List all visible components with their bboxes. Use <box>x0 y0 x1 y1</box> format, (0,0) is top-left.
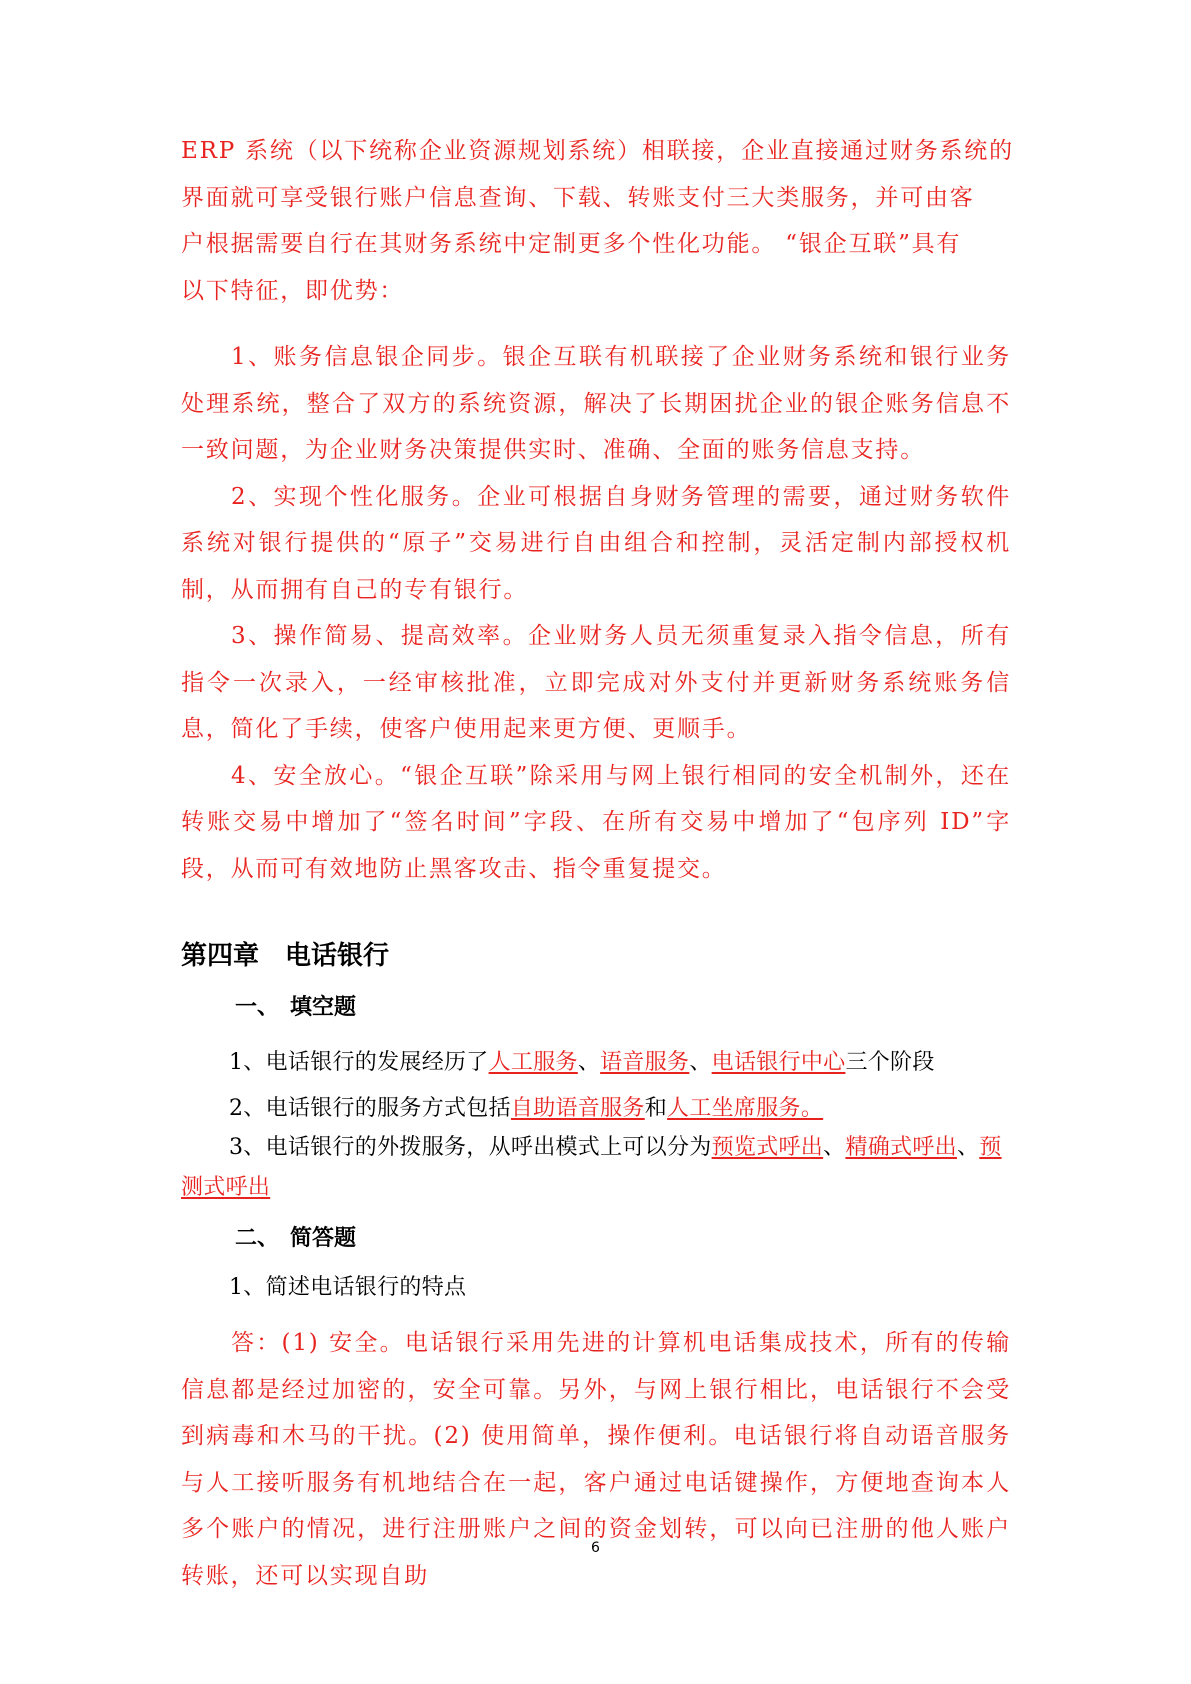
separator: 、 <box>823 1135 846 1160</box>
feature-item: 3、操作简易、提高效率。企业财务人员无须重复录入指令信息，所有指令一次录入，一经审核批准，立即完成对外支付并更新财务系统账务信息，简化了手续，使客户使用起来更方便、更顺手。 <box>181 623 1011 742</box>
answer-block <box>181 1320 1011 1599</box>
short-question-text: 1、简述电话银行的特点 <box>229 1275 467 1300</box>
answer-text: 答：(1) 安全。电话银行采用先进的计算机电话集成技术，所有的传输信息都是经过加密的，安全可靠。另外，与网上银行相比，电话银行不会受到病毒和木马的干扰。(2) 使用简单，操作便利。电话银行将自动语音服务与人工接听服务有机地结合在一起，客户通过电话键操作，方便地查询本人多个账户的情况，进行注册账户之间的资金划转，可以向已注册的他人账户转账，还可以实现自助 <box>181 1330 1011 1589</box>
section-heading <box>235 1221 1065 1252</box>
answer-blank: 电话银行中心 <box>711 1050 846 1075</box>
question-text: 1、电话银行的发展经历了 <box>229 1050 489 1075</box>
intro-line: ERP 系统（以下统称企业资源规划系统）相联接，企业直接通过财务系统的 <box>181 138 1014 164</box>
answer-blank: 预览式呼出 <box>711 1135 824 1160</box>
short-question <box>229 1268 1059 1308</box>
answer-blank: 语音服务 <box>600 1050 690 1075</box>
intro-paragraph <box>181 128 1014 314</box>
section-title: 一、 填空题 <box>235 995 357 1020</box>
question-text: 三个阶段 <box>845 1050 935 1075</box>
feature-list <box>181 334 1011 892</box>
fill-question-line <box>229 1043 1019 1083</box>
intro-line: 户根据需要自行在其财务系统中定制更多个性化功能。 “银企互联”具有 <box>181 231 962 257</box>
intro-line: 界面就可享受银行账户信息查询、下载、转账支付三大类服务，并可由客 <box>181 184 975 211</box>
answer-blank: 精确式呼出 <box>845 1135 957 1160</box>
feature-item: 1、账务信息银企同步。银企互联有机联接了企业财务系统和银行业务处理系统，整合了双方的系统资源，解决了长期困扰企业的银企账务信息不一致问题，为企业财务决策提供实时、准确、全面的账务信息支持。 <box>181 344 1011 463</box>
intro-line: 以下特征，即优势： <box>181 277 405 304</box>
feature-item: 4、安全放心。“银企互联”除采用与网上银行相同的安全机制外，还在转账交易中增加了“签名时间”字段、在所有交易中增加了“包序列 ID”字段，从而可有效地防止黑客攻击、指令重复提交。 <box>181 762 1011 882</box>
separator: 、 <box>689 1050 712 1075</box>
separator: 、 <box>956 1135 980 1160</box>
answer-blank: 人工坐席服务。 <box>667 1096 824 1121</box>
fill-question <box>229 1089 1019 1129</box>
chapter-heading <box>181 935 1011 972</box>
answer-blank: 预测式呼出 <box>181 1135 1002 1200</box>
question-text: 3、电话银行的外拨服务，从呼出模式上可以分为 <box>229 1135 712 1160</box>
section-heading <box>235 990 1065 1021</box>
chapter-title: 第四章 电话银行 <box>181 941 390 971</box>
answer-blank: 自助语音服务 <box>510 1096 645 1121</box>
fill-question <box>181 1128 1011 1208</box>
feature-item: 2、实现个性化服务。企业可根据自身财务管理的需要，通过财务软件系统对银行提供的“原子”交易进行自由组合和控制，灵活定制内部授权机制，从而拥有自己的专有银行。 <box>181 483 1011 603</box>
page-number: 6 <box>591 1540 600 1556</box>
fill-question-line <box>229 1089 1019 1129</box>
fill-question <box>229 1043 1019 1083</box>
section-title: 二、 简答题 <box>235 1226 357 1251</box>
separator: 、 <box>577 1050 601 1075</box>
answer-blank: 人工服务 <box>488 1050 578 1075</box>
fill-question-line <box>181 1128 1011 1208</box>
question-text: 和 <box>644 1096 668 1121</box>
question-text: 2、电话银行的服务方式包括 <box>229 1096 511 1121</box>
